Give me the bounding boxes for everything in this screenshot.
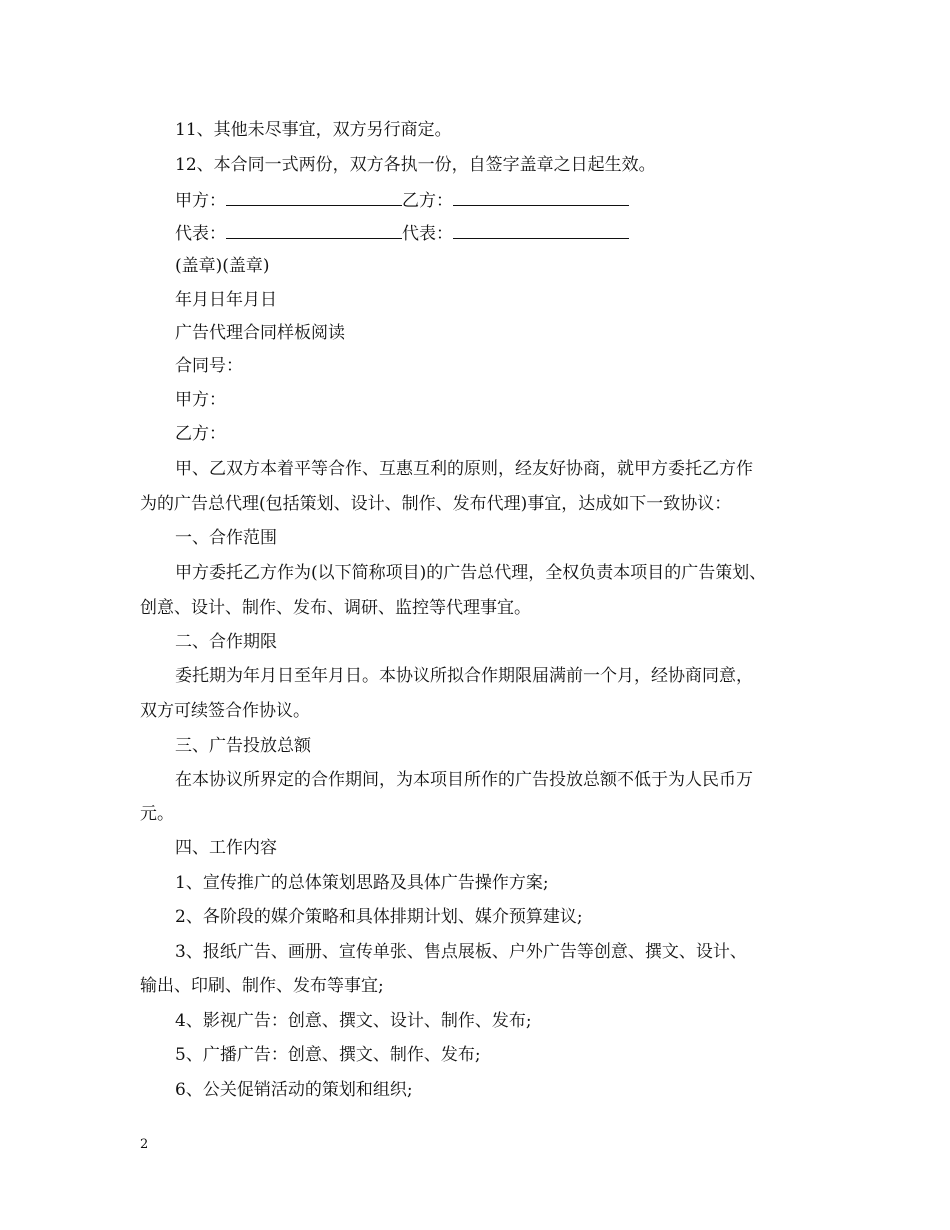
work-item-3: 3、报纸广告、画册、宣传单张、售点展板、户外广告等创意、撰文、设计、	[175, 942, 747, 962]
signature-row-parties	[175, 189, 629, 212]
rep-b-label: 代表：	[402, 224, 453, 244]
contract-number: 合同号：	[175, 356, 243, 376]
party-a-label: 甲方：	[175, 191, 226, 211]
clause-11: 11、其他未尽事宜，双方另行商定。	[175, 120, 452, 140]
work-item-1: 1、宣传推广的总体策划思路及具体广告操作方案;	[175, 873, 549, 893]
document-title: 广告代理合同样板阅读	[175, 323, 345, 343]
party-a-line: 甲方：	[175, 390, 226, 410]
work-item-4: 4、影视广告：创意、撰文、设计、制作、发布;	[175, 1011, 532, 1031]
section-3-line-1: 在本协议所界定的合作期间，为本项目所作的广告投放总额不低于为人民币万	[175, 770, 753, 790]
section-heading-4: 四、工作内容	[175, 838, 277, 858]
party-a-blank	[226, 189, 402, 206]
work-item-2: 2、各阶段的媒介策略和具体排期计划、媒介预算建议;	[175, 907, 583, 927]
preamble-line-1: 甲、乙双方本着平等合作、互惠互利的原则，经友好协商，就甲方委托乙方作	[175, 459, 753, 479]
section-2-line-2: 双方可续签合作协议。	[140, 701, 310, 721]
section-1-line-2: 创意、设计、制作、发布、调研、监控等代理事宜。	[140, 598, 531, 618]
section-3-line-2: 元。	[140, 804, 174, 824]
preamble-line-2: 为的广告总代理(包括策划、设计、制作、发布代理)事宜，达成如下一致协议：	[140, 494, 732, 514]
rep-a-label: 代表：	[175, 224, 226, 244]
section-1-line-1: 甲方委托乙方作为(以下简称项目)的广告总代理，全权负责本项目的广告策划、	[175, 563, 767, 583]
page-number: 2	[140, 1137, 149, 1152]
section-heading-3: 三、广告投放总额	[175, 736, 311, 756]
party-b-blank	[453, 189, 629, 206]
work-item-6: 6、公关促销活动的策划和组织;	[175, 1080, 413, 1100]
section-heading-2: 二、合作期限	[175, 632, 277, 652]
rep-b-blank	[453, 222, 629, 239]
party-b-line: 乙方：	[175, 424, 226, 444]
section-heading-1: 一、合作范围	[175, 528, 277, 548]
work-item-5: 5、广播广告：创意、撰文、制作、发布;	[175, 1045, 481, 1065]
signature-row-representatives	[175, 222, 629, 245]
party-b-label: 乙方：	[402, 191, 453, 211]
date-line: 年月日年月日	[175, 290, 277, 310]
section-2-line-1: 委托期为年月日至年月日。本协议所拟合作期限届满前一个月，经协商同意，	[175, 666, 753, 686]
clause-12: 12、本合同一式两份，双方各执一份，自签字盖章之日起生效。	[175, 155, 656, 175]
rep-a-blank	[226, 222, 402, 239]
seal-line: (盖章)(盖章)	[175, 256, 270, 276]
work-item-3-continued: 输出、印刷、制作、发布等事宜;	[140, 976, 384, 996]
